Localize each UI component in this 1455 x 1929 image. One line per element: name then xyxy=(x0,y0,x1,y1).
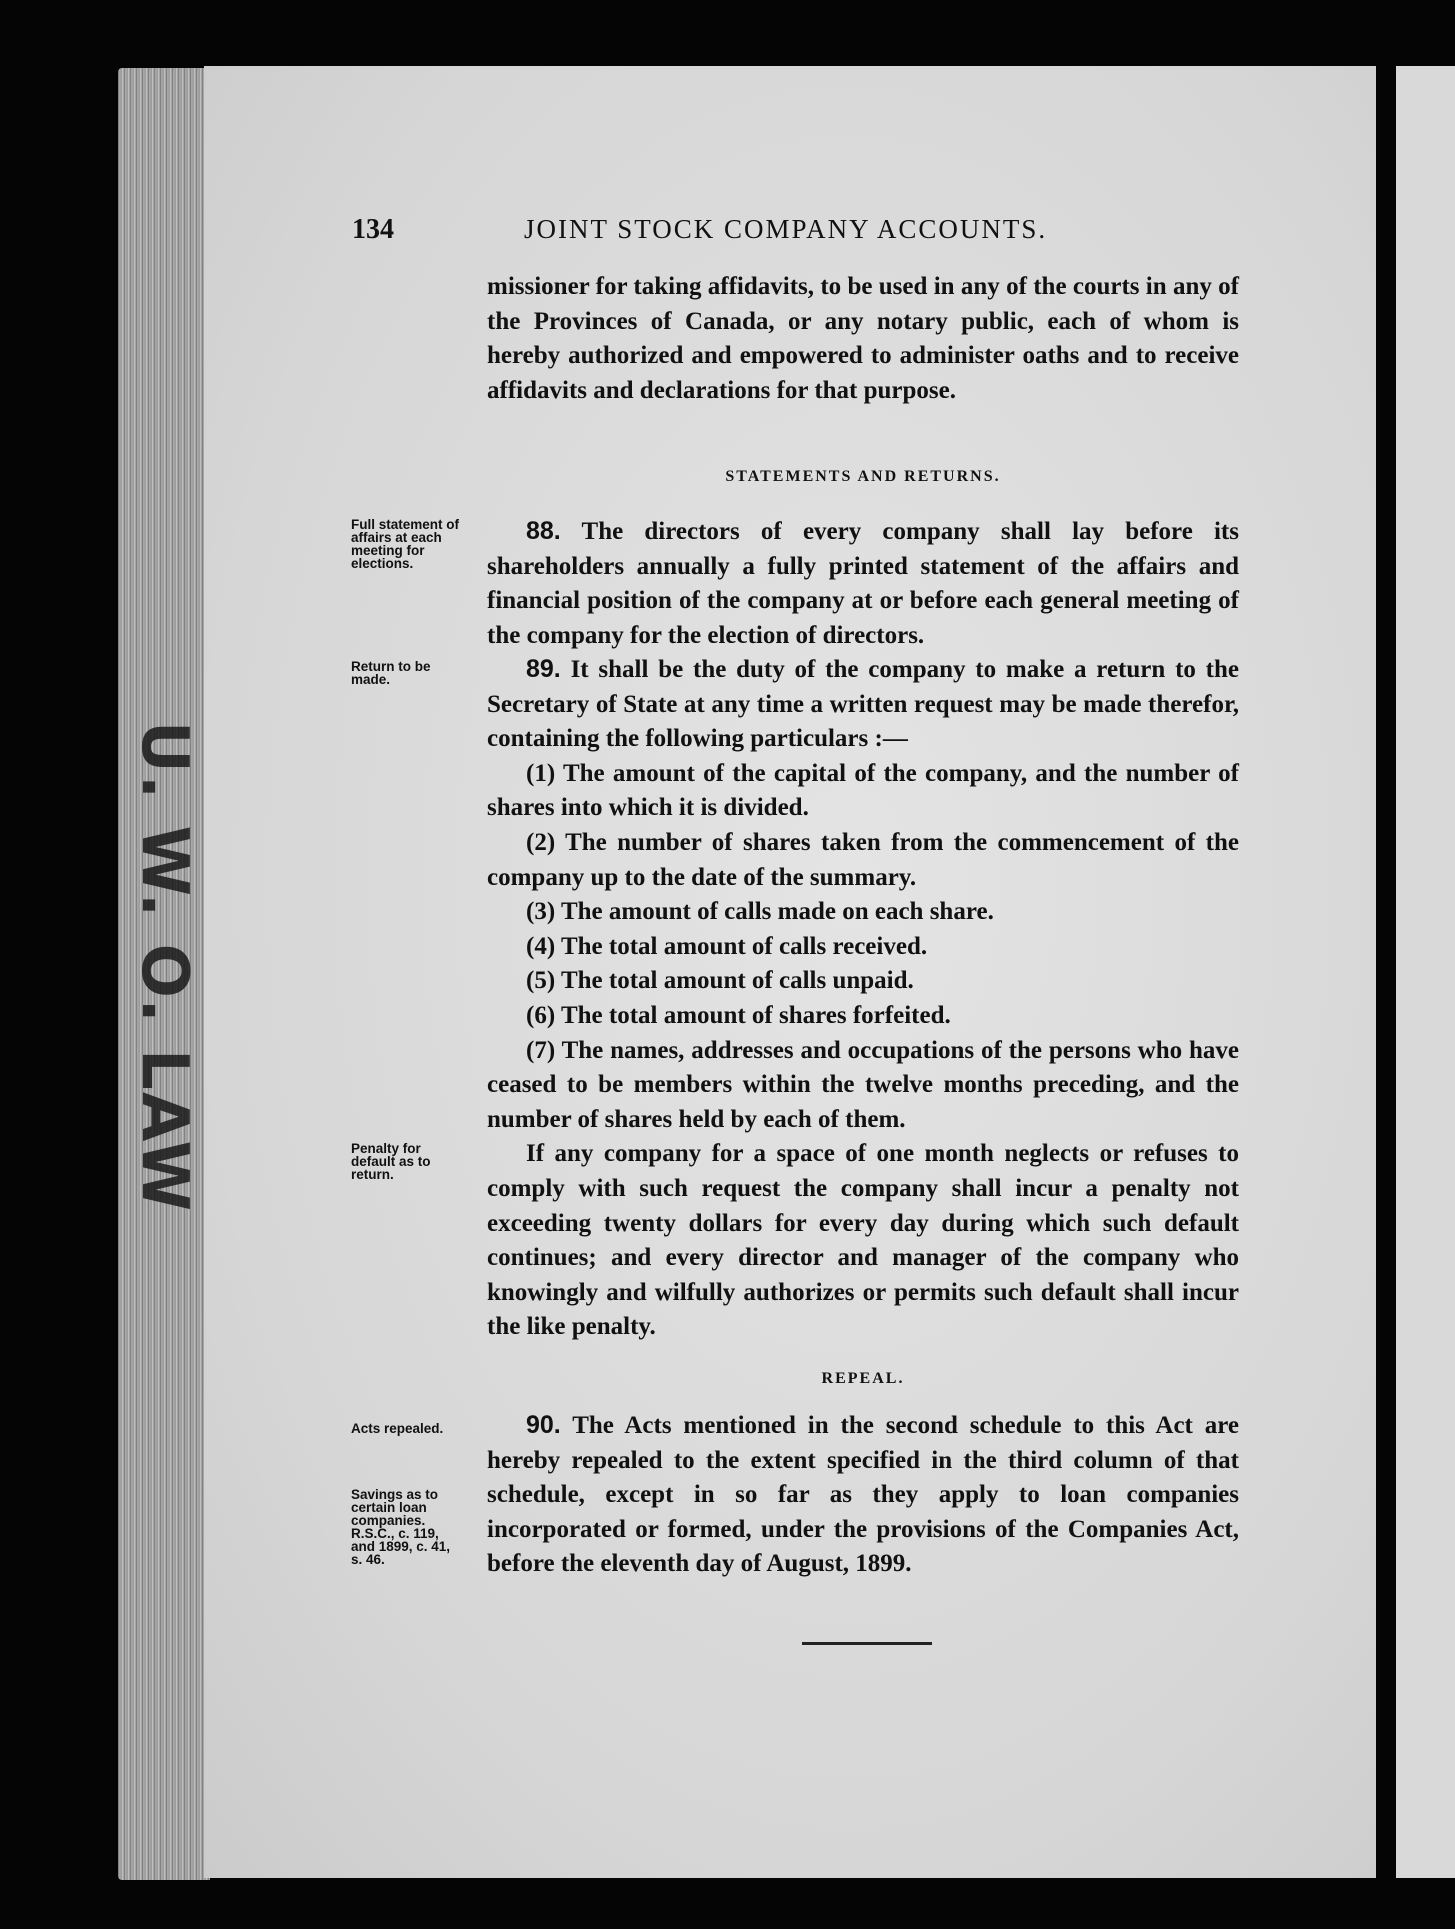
particular-item: (3) The amount of calls made on each share. xyxy=(526,898,994,926)
margin-note-penalty: Penalty for default as to return. xyxy=(351,1141,431,1182)
margin-note-acts-repealed: Acts repealed. xyxy=(351,1421,444,1436)
section-89 xyxy=(487,652,1239,1345)
margin-note-savings: Savings as to certain loan companies. R.S.C., c. 119, and 1899, c. 41, s. 46. xyxy=(351,1487,451,1567)
particular-item: (4) The total amount of calls received. xyxy=(526,932,928,960)
section-88 xyxy=(487,514,1239,653)
section-89-number: 89. xyxy=(526,655,561,683)
section-heading-statements: STATEMENTS AND RETURNS. xyxy=(725,468,1001,485)
intro-paragraph xyxy=(487,270,1239,408)
particular-item: (5) The total amount of calls unpaid. xyxy=(526,967,914,995)
end-rule xyxy=(802,1642,932,1645)
section-88-number: 88. xyxy=(526,517,561,545)
library-stamp-text: U. W. O. LAW xyxy=(127,720,201,1214)
facing-page-edge xyxy=(1396,66,1455,1878)
library-stamp xyxy=(118,720,210,1214)
running-header xyxy=(0,214,1455,254)
section-90 xyxy=(487,1408,1239,1582)
particular-item: (1) The amount of the capital of the company, and the number of shares into which it is divided. xyxy=(487,759,1239,822)
intro-text: missioner for taking affidavits, to be used in any of the courts in any of the Provinces of Canada, or any notary public, each of whom is hereby authorized and empowered to administer oaths and to receive affidavits and declarations for that purpose. xyxy=(487,273,1239,404)
section-89-text: It shall be the duty of the company to make a return to the Secretary of State at any time a written request may be made therefor, containing the following particulars :— xyxy=(487,656,1240,753)
margin-note-return: Return to be made. xyxy=(351,659,431,687)
running-title: JOINT STOCK COMPANY ACCOUNTS. xyxy=(524,214,1048,244)
section-heading-repeal: REPEAL. xyxy=(821,1370,905,1387)
margin-note-full-statement: Full statement of affairs at each meeting for elections. xyxy=(351,517,460,571)
particular-item: (7) The names, addresses and occupations of the persons who have ceased to be members within the twelve months preceding, and the number of shares held by each of them. xyxy=(487,1036,1239,1133)
page-number: 134 xyxy=(352,214,394,245)
section-88-text: The directors of every company shall lay before its shareholders annually a fully printed statement of the affairs and financial position of the company at or before each general meeting of the company for the election of directors. xyxy=(487,518,1239,649)
particular-item: (2) The number of shares taken from the commencement of the company up to the date of the summary. xyxy=(487,828,1239,891)
section-90-number: 90. xyxy=(526,1411,561,1439)
particular-item: (6) The total amount of shares forfeited. xyxy=(526,1001,951,1029)
section-90-text: The Acts mentioned in the second schedule to this Act are hereby repealed to the extent specified in the third column of that schedule, except in so far as they apply to loan companies incorporated or formed, under the provisions of the Companies Act, before the eleventh day of August, 1899. xyxy=(487,1412,1239,1578)
penalty-paragraph: If any company for a space of one month neglects or refuses to comply with such request the company shall incur a penalty not exceeding twenty dollars for every day during which such default continues; and every director and manager of the company who knowingly and wilfully authorizes or permits such default shall incur the like penalty. xyxy=(487,1140,1239,1341)
